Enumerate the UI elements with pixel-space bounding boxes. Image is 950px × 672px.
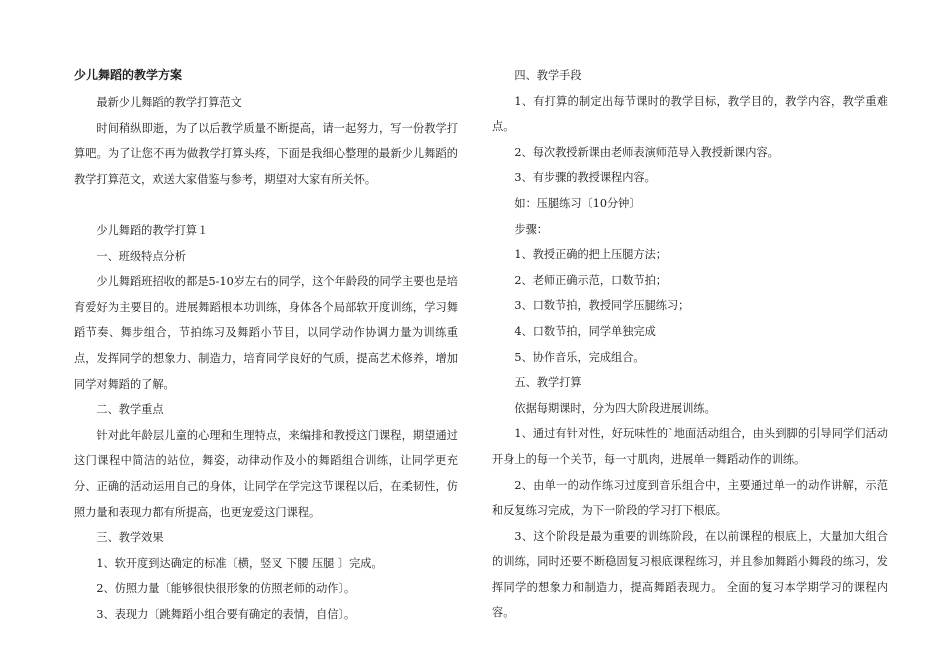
section-5-title: 五、教学打算 [514, 376, 582, 390]
step-item: 1、教授正确的把上压腿方法； [514, 248, 667, 262]
section-5-item: 1、通过有针对性，好玩味性的`地面活动组合，由头到脚的引导同学们活动开身上的每一个关节，每一寸肌肉，进展单一舞蹈动作的训练。 [492, 427, 888, 466]
step-item: 4、口数节拍，同学单独完成 [514, 324, 656, 338]
section-3-item: 3、表现力〔跳舞蹈小组合要有确定的表情，自信〕。 [96, 607, 356, 621]
section-3-title: 三、教学效果 [96, 531, 164, 545]
section-2-title: 二、教学重点 [96, 403, 164, 417]
section-3-item: 1、软开度到达确定的标准〔横，竖叉 下腰 压腿 〕完成。 [96, 556, 383, 570]
section-2-body: 针对此年龄层儿童的心理和生理特点，来编排和教授这门课程，期望通过这门课程中简洁的站位，舞姿，动律动作及小的舞蹈组合训练，让同学更充分、正确的活动运用自己的身体，让同学在学完这节课程以后，在柔韧性，仿照力量和表现力都有所提高，也更宠爱这门课程。 [74, 428, 458, 519]
page-title: 少儿舞蹈的教学方案 [74, 68, 183, 82]
section-5-intro: 依据每期课时，分为四大阶段进展训练。 [514, 401, 716, 415]
section-4-title: 四、教学手段 [514, 69, 582, 82]
section-5-item: 2、由单一的动作练习过度到音乐组合中，主要通过单一的动作讲解，示范和反复练习完成，为下一阶段的学习打下根底。 [492, 478, 888, 518]
section-4-item: 1、有打算的制定出每节课时的教学目标，教学目的，教学内容，教学重难点。 [492, 94, 888, 134]
section-5-item: 3、这个阶段是最为重要的训练阶段，在以前课程的根底上，大量加大组合的训练，同时还要不断稳固复习根底课程练习，并且参加舞蹈小舞段的练习，发挥同学的想象力和制造力，提高舞蹈表现力。 全面的复习本学期学习的课程内容。 [492, 529, 888, 620]
step-item: 5、协作音乐，完成组合。 [514, 350, 645, 364]
section-3-item: 2、仿照力量〔能够很快很形象的仿照老师的动作〕。 [96, 582, 356, 596]
intro-paragraph: 时间稍纵即逝，为了以后教学质量不断提高，请一起努力，写一份教学打算吧。为了让您不再为做教学打算头疼，下面是我细心整理的最新少儿舞蹈的教学打算范文，欢送大家借鉴与参考，期望对大家有所关怀。 [74, 121, 458, 186]
steps-title: 步骤： [514, 222, 548, 236]
left-column [74, 90, 458, 627]
spacer [74, 192, 458, 218]
section-4-item: 3、有步骤的教授课程内容。 [514, 171, 656, 185]
step-item: 2、老师正确示范，口数节拍； [514, 273, 667, 287]
section-4-item: 2、每次教授新课由老师表演师范导入教授新课内容。 [514, 145, 779, 159]
plan-title: 少儿舞蹈的教学打算１ [96, 223, 209, 237]
example-line: 如：压腿练习〔10分钟〕 [514, 196, 641, 210]
section-1-title: 一、班级特点分析 [96, 249, 186, 263]
subtitle: 最新少儿舞蹈的教学打算范文 [96, 96, 242, 109]
section-1-body: 少儿舞蹈班招收的都是5-10岁左右的同学，这个年龄段的同学主要也是培育爱好为主要目的。进展舞蹈根本功训练，身体各个局部软开度训练，学习舞蹈节奏、舞步组合，节拍练习及舞蹈小节目，以同学动作协调力量为训练重点，发挥同学的想象力、制造力，培育同学良好的气质，提高艺术修养，增加同学对舞蹈的了解。 [74, 275, 458, 391]
right-column [492, 63, 888, 626]
step-item: 3、口数节拍，教授同学压腿练习； [514, 299, 690, 313]
